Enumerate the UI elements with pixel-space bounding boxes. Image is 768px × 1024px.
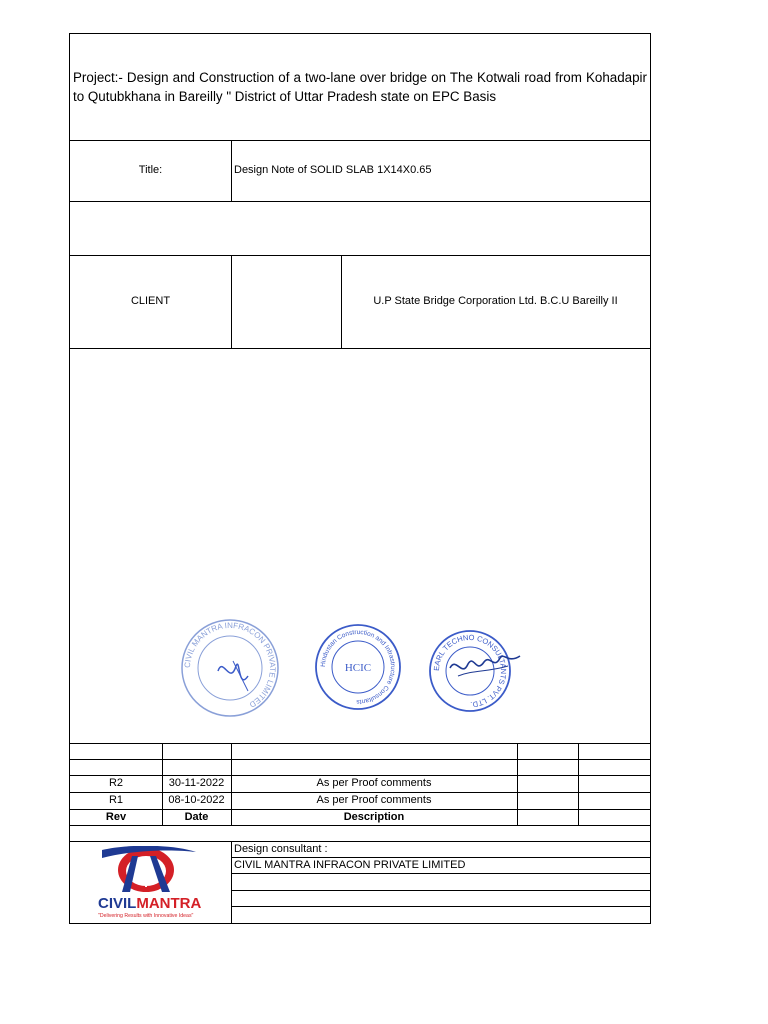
divider (70, 255, 650, 256)
date-header: Date (184, 811, 209, 823)
rev-r1: R1 (108, 794, 124, 806)
divider (70, 792, 650, 793)
stamp-center-text: HCIC (344, 662, 372, 674)
desc-r2: As per Proof comments (316, 777, 432, 789)
stamp-text: CIVIL MANTRA INFRACON PRIVATE LIMITED (182, 620, 278, 710)
stamp-text: EARL TECHNO CONSULTANTS PVT. LTD. (431, 632, 509, 710)
desc-r1: As per Proof comments (316, 794, 432, 806)
divider (231, 890, 650, 891)
divider (231, 873, 650, 874)
date-r1: 08-10-2022 (168, 794, 225, 806)
divider (70, 809, 650, 810)
date-r2: 30-11-2022 (168, 777, 225, 789)
hcic-stamp (313, 622, 403, 712)
project-description: Project:- Design and Construction of a two-lane over bridge on The Kotwali road from Kohadapir to Qutubkhana in Bareilly " District of Uttar Pradesh state on EPC Basis (73, 70, 647, 104)
divider (231, 140, 232, 201)
stamp-text: Hindustan Construction and Infrastructure Consultants (319, 628, 397, 706)
divider (70, 825, 650, 826)
divider (70, 775, 650, 776)
divider (70, 348, 650, 349)
logo-text-civil: CIVIL (98, 895, 137, 912)
divider (231, 906, 650, 907)
svg-text:CIVIL MANTRA INFRACON PRIVATE (183, 621, 277, 709)
divider (70, 201, 650, 202)
divider (517, 743, 518, 825)
logo-text-mantra: MANTRA (136, 895, 202, 912)
client-label: CLIENT (130, 295, 171, 307)
divider (70, 743, 650, 744)
client-value: U.P State Bridge Corporation Ltd. B.C.U Bareilly II (373, 295, 618, 307)
divider (578, 743, 579, 825)
svg-text:EARL TECHNO CONSULTANTS PVT. L (432, 633, 508, 709)
logo-tagline: "Delivering Results with Innovative Ideas" (98, 913, 194, 919)
divider (70, 140, 650, 141)
svg-text:CIVILMANTRA (98, 895, 201, 912)
rev-r2: R2 (108, 777, 124, 789)
rev-header: Rev (105, 811, 127, 823)
document-sheet (69, 33, 651, 924)
title-label: Title: (138, 164, 163, 176)
divider (231, 857, 650, 858)
design-consultant-label: Design consultant : (234, 843, 328, 855)
divider (70, 841, 650, 842)
title-value: Design Note of SOLID SLAB 1X14X0.65 (234, 164, 432, 176)
earl-techno-stamp (428, 626, 538, 716)
description-header: Description (343, 811, 405, 823)
divider (70, 759, 650, 760)
divider (231, 841, 232, 923)
civil-mantra-logo (92, 846, 204, 922)
civil-mantra-stamp (178, 616, 282, 720)
design-consultant-name: CIVIL MANTRA INFRACON PRIVATE LIMITED (234, 859, 466, 871)
divider (231, 255, 232, 348)
